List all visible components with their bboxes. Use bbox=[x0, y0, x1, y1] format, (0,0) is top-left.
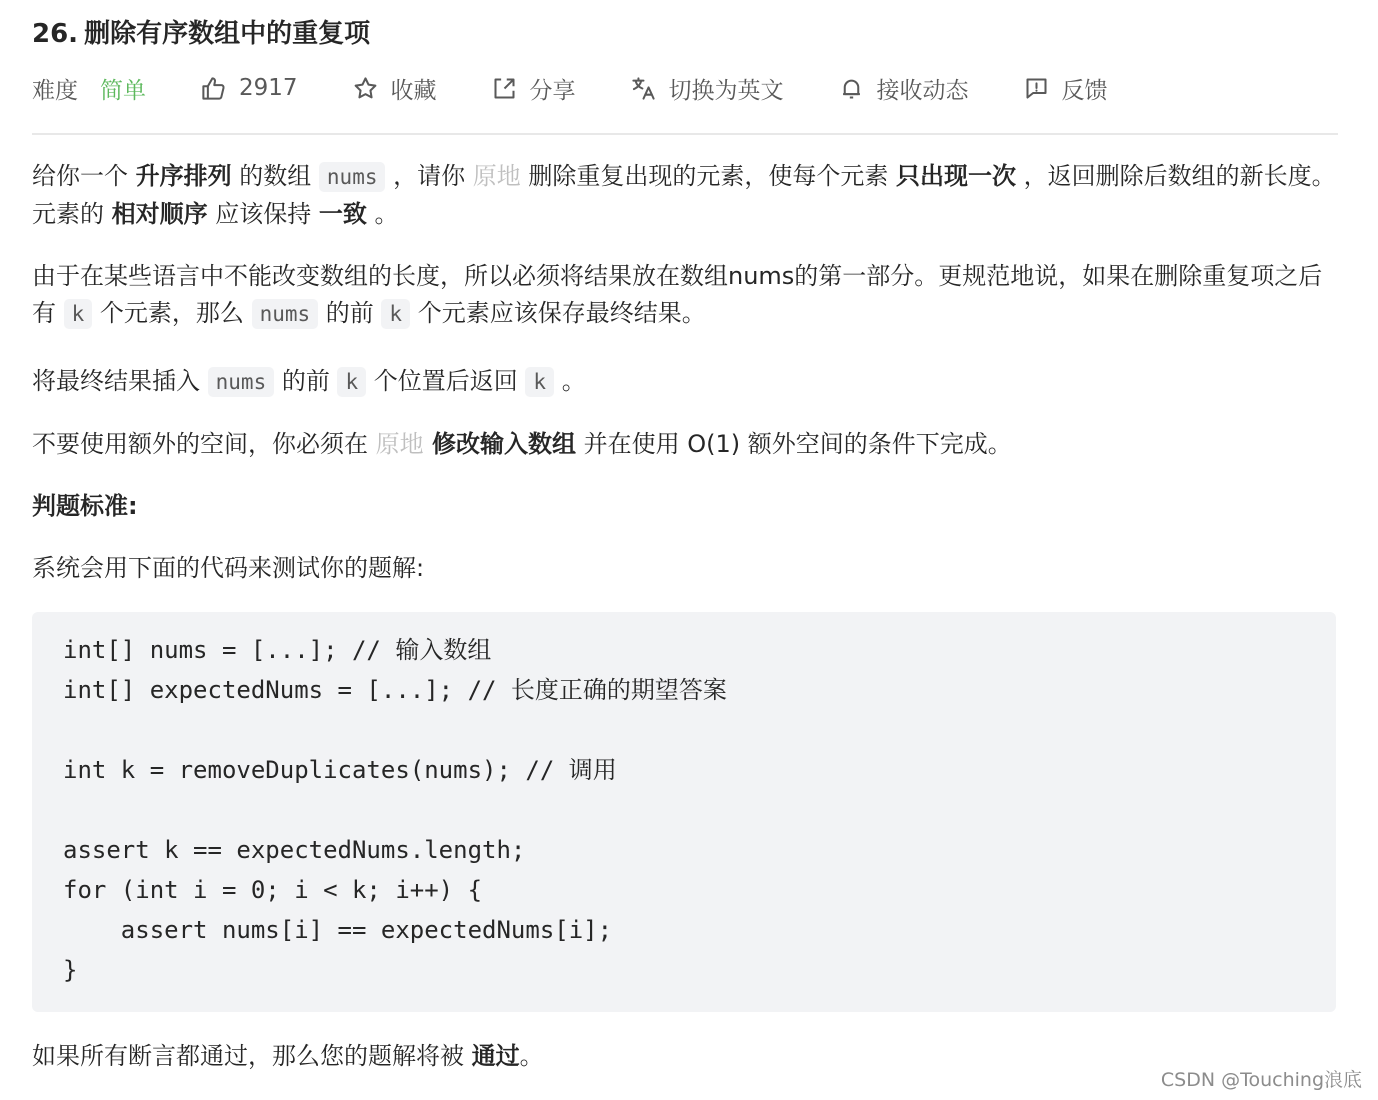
subscribe-label: 接收动态 bbox=[876, 77, 969, 104]
judge-intro: 系统会用下面的代码来测试你的题解: bbox=[32, 554, 425, 582]
text: 由于在某些语言中不能改变数组的长度，所以必须将结果放在数组nums的第一部分。更规范地说，如果在删除重复项之后有 bbox=[32, 262, 1323, 327]
description-paragraph bbox=[32, 1038, 1338, 1075]
text: 的数组 bbox=[231, 162, 319, 190]
emphasis: 相对顺序 bbox=[111, 200, 208, 228]
code-line: for (int i = 0; i < k; i++) { bbox=[63, 876, 483, 904]
code-line: } bbox=[63, 956, 78, 984]
code-line bbox=[63, 790, 727, 830]
difficulty-label: 难度 bbox=[32, 77, 78, 104]
text: 将最终结果插入 bbox=[32, 367, 208, 395]
inline-code: nums bbox=[252, 299, 319, 329]
text: 。 bbox=[519, 1042, 544, 1070]
inline-code: nums bbox=[208, 367, 275, 397]
share-label: 分享 bbox=[529, 77, 576, 104]
text: 个位置后返回 bbox=[366, 367, 526, 395]
description-paragraph bbox=[32, 158, 1338, 233]
problem-title bbox=[32, 14, 370, 54]
text: 应该保持 bbox=[207, 200, 319, 228]
in-place-link[interactable]: 原地 bbox=[472, 162, 521, 190]
text: 个元素，那么 bbox=[92, 299, 252, 327]
text: ，返回删除后数组的新长度。元素的 bbox=[32, 162, 1336, 228]
watermark: CSDN @Touching浪底 bbox=[1160, 1069, 1362, 1091]
emphasis: 升序排列 bbox=[135, 162, 232, 190]
switch-language-button[interactable] bbox=[630, 72, 784, 105]
share-button[interactable] bbox=[491, 72, 576, 105]
code-content bbox=[63, 630, 727, 990]
difficulty bbox=[32, 72, 146, 105]
thumbs-up-icon bbox=[200, 75, 227, 102]
text: 不要使用额外的空间，你必须在 bbox=[32, 430, 376, 458]
emphasis: 只出现一次 bbox=[896, 162, 1017, 190]
text: 如果所有断言都通过，那么您的题解将被 bbox=[32, 1042, 472, 1070]
switch-language-label: 切换为英文 bbox=[668, 77, 784, 104]
inline-code: k bbox=[525, 367, 554, 397]
problem-title-text: 删除有序数组中的重复项 bbox=[84, 19, 371, 49]
emphasis: 通过 bbox=[471, 1042, 520, 1070]
code-line: int k = removeDuplicates(nums); // 调用 bbox=[63, 756, 617, 784]
like-count: 2917 bbox=[239, 75, 298, 101]
problem-meta-bar bbox=[32, 66, 1338, 110]
problem-number: 26. bbox=[32, 19, 79, 49]
feedback-button[interactable] bbox=[1023, 72, 1108, 105]
share-icon bbox=[491, 75, 518, 102]
favorite-button[interactable] bbox=[352, 72, 437, 105]
subscribe-button[interactable] bbox=[838, 72, 969, 105]
star-icon bbox=[352, 75, 379, 102]
text: ，请你 bbox=[385, 162, 473, 190]
text: 并在使用 O(1) 额外空间的条件下完成。 bbox=[576, 430, 1012, 458]
inline-code: k bbox=[337, 367, 366, 397]
inline-code: k bbox=[381, 299, 410, 329]
text: 个元素应该保存最终结果。 bbox=[410, 299, 706, 327]
description-paragraph bbox=[32, 363, 1338, 401]
inline-code: k bbox=[64, 299, 93, 329]
judge-heading: 判题标准: bbox=[32, 492, 138, 520]
code-line: assert nums[i] == expectedNums[i]; bbox=[63, 916, 613, 944]
emphasis: 修改输入数组 bbox=[423, 430, 576, 458]
description-paragraph bbox=[32, 426, 1338, 463]
text: 。 bbox=[366, 200, 399, 228]
text: 删除重复出现的元素，使每个元素 bbox=[520, 162, 897, 190]
inline-code: nums bbox=[319, 162, 386, 192]
description-paragraph bbox=[32, 258, 1338, 333]
code-line: assert k == expectedNums.length; bbox=[63, 836, 526, 864]
emphasis: 一致 bbox=[318, 200, 367, 228]
difficulty-value: 简单 bbox=[100, 77, 146, 104]
divider bbox=[32, 133, 1338, 135]
code-line: int[] expectedNums = [...]; // 长度正确的期望答案 bbox=[63, 676, 727, 704]
in-place-link[interactable]: 原地 bbox=[375, 430, 424, 458]
feedback-icon bbox=[1023, 75, 1050, 102]
code-line bbox=[63, 710, 727, 750]
like-button[interactable] bbox=[200, 75, 298, 102]
code-line: int[] nums = [...]; // 输入数组 bbox=[63, 636, 492, 664]
bell-icon bbox=[838, 75, 865, 102]
translate-icon bbox=[630, 75, 657, 102]
text: 给你一个 bbox=[32, 162, 136, 190]
text: 。 bbox=[554, 367, 586, 395]
text: 的前 bbox=[318, 299, 382, 327]
code-block bbox=[32, 612, 1336, 1012]
text: 的前 bbox=[274, 367, 338, 395]
favorite-label: 收藏 bbox=[390, 77, 437, 104]
feedback-label: 反馈 bbox=[1061, 77, 1108, 104]
